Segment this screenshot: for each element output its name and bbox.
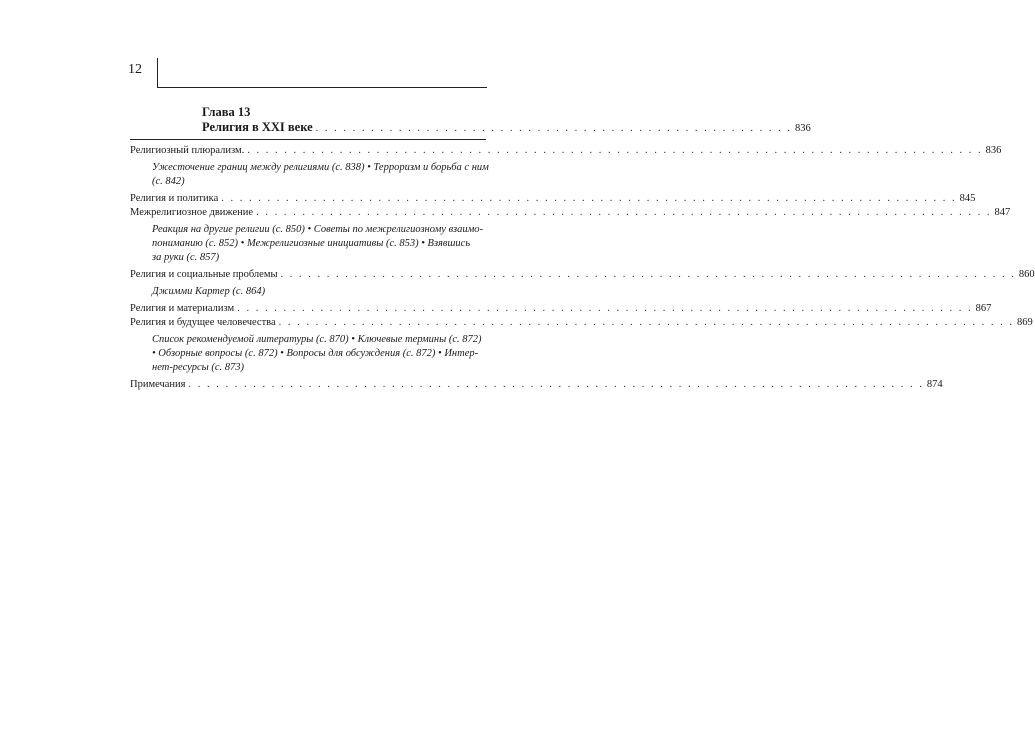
subsection-list [152,333,486,375]
entry-page: 867 [975,303,992,314]
entry-page: 860 [1018,269,1035,280]
leader-dots: . . . . . . . . . . . . . . . . . . . . . . . . . . . . . . . . . . . . . . . . . . . . . . . . . . . . . . . . . . . . . . . . . . . . . . . . . . . . . . . . [221,193,957,204]
page-number: 12 [128,62,142,77]
entry-title: Религия и материализм [130,303,235,314]
subsection-list [152,223,486,265]
chapter-title: Религия в XXI веке [202,120,313,134]
subsection-list [152,285,486,299]
header-horizontal-rule [157,87,487,88]
entry-title: Религиозный плюрализм. [130,145,245,156]
toc-entry[interactable] [130,302,992,316]
entry-page: 836 [985,145,1002,156]
subsection-line: нет-ресурсы (с. 873) [152,362,244,373]
entry-page: 847 [994,207,1011,218]
subsection-line: (с. 842) [152,176,185,187]
toc-entry[interactable] [130,316,1033,330]
leader-dots: . . . . . . . . . . . . . . . . . . . . . . . . . . . . . . . . . . . . . . . . . . . . . . . . . . . . . . . . . . . . . . . . . . . . . . . . . . . . . . . . [188,379,924,390]
entry-title: Межрелигиозное движение [130,207,254,218]
chapter-title-entry[interactable] [130,120,811,136]
leader-dots: . . . . . . . . . . . . . . . . . . . . . . . . . . . . . . . . . . . . . . . . . . . . . . . . . . . . . . . . . . . . . . . . . . . . . . . . . . . . . . . . [247,145,983,156]
toc-entry[interactable] [130,192,976,206]
leader-dots: . . . . . . . . . . . . . . . . . . . . . . . . . . . . . . . . . . . . . . . . . . . . . . . . . . . . . . . . . . . . . . . . . . . . . . . . . . . . . . . . [278,317,1015,328]
entry-page: 845 [959,193,976,204]
leader-dots: . . . . . . . . . . . . . . . . . . . . . . . . . . . . . . . . . . . . . . . . . . . . . . . . . . . . [315,123,793,134]
subsection-line: пониманию (с. 852) • Межрелигиозные инициативы (с. 853) • Взявшись [152,238,471,249]
leader-dots: . . . . . . . . . . . . . . . . . . . . . . . . . . . . . . . . . . . . . . . . . . . . . . . . . . . . . . . . . . . . . . . . . . . . . . . . . . . . . . . . [280,269,1016,280]
entry-title: Религия и будущее человечества [130,317,276,328]
subsection-line: Ужесточение границ между религиями (с. 838) • Терроризм и борьба с ним [152,162,489,173]
toc-entry[interactable] [130,144,1002,158]
subsection-line: • Обзорные вопросы (с. 872) • Вопросы для обсуждения (с. 872) • Интер- [152,348,479,359]
chapter-page: 836 [795,123,811,134]
entry-page: 874 [926,379,943,390]
toc-entries [130,144,1035,392]
entry-title: Религия и политика [130,193,219,204]
entry-page: 869 [1017,317,1033,328]
subsection-list [152,161,489,189]
leader-dots: . . . . . . . . . . . . . . . . . . . . . . . . . . . . . . . . . . . . . . . . . . . . . . . . . . . . . . . . . . . . . . . . . . . . . . . . . . . . . . . . [237,303,973,314]
chapter-label: Глава 13 [202,105,251,119]
subsection-line: Реакция на другие религии (с. 850) • Советы по межрелигиозному взаимо- [152,224,484,235]
subsection-line: за руки (с. 857) [152,252,220,263]
leader-dots: . . . . . . . . . . . . . . . . . . . . . . . . . . . . . . . . . . . . . . . . . . . . . . . . . . . . . . . . . . . . . . . . . . . . . . . . . . . . . . . . [256,207,992,218]
toc-entry[interactable] [130,378,943,392]
header-vertical-rule [157,58,158,88]
subsection-line: Джимми Картер (с. 864) [152,286,266,297]
toc-entry[interactable] [130,206,1011,220]
toc-entry[interactable] [130,268,1035,282]
chapter-rule [130,139,486,140]
entry-title: Примечания [130,379,186,390]
subsection-line: Список рекомендуемой литературы (с. 870) • Ключевые термины (с. 872) [152,334,482,345]
table-of-contents [130,105,1035,392]
entry-title: Религия и социальные проблемы [130,269,278,280]
